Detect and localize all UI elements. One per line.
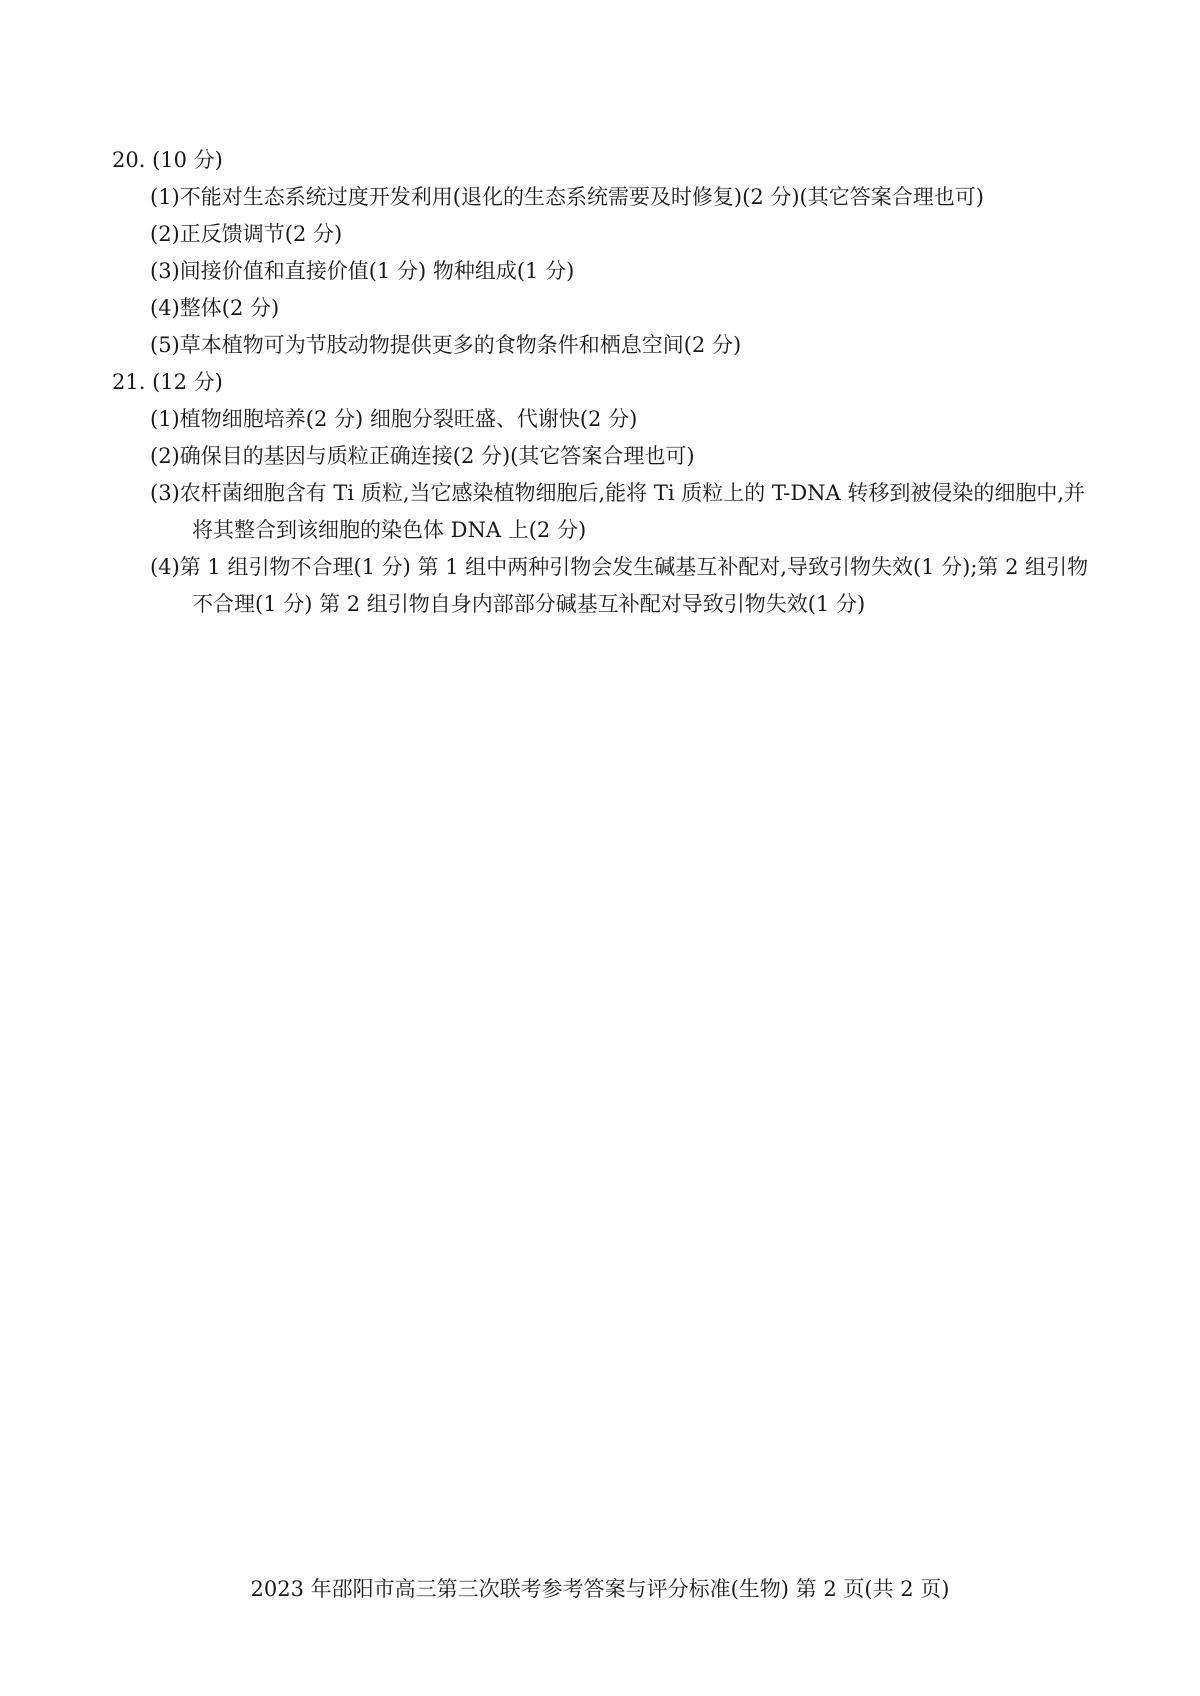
question-header: 21. (12 分)	[112, 370, 223, 394]
answer-content	[112, 142, 1102, 623]
answer-item: (2)确保目的基因与质粒正确连接(2 分)(其它答案合理也可)	[150, 444, 695, 468]
question-21	[112, 364, 1102, 623]
answer-item: (5)草本植物可为节肢动物提供更多的食物条件和栖息空间(2 分)	[150, 333, 742, 357]
answer-item: (3)农杆菌细胞含有 Ti 质粒,当它感染植物细胞后,能将 Ti 质粒上的 T-DNA 转移到被侵染的细胞中,并将其整合到该细胞的染色体 DNA 上(2 分)	[150, 481, 1086, 542]
answer-item: (4)第 1 组引物不合理(1 分) 第 1 组中两种引物会发生碱基互补配对,导致引物失效(1 分);第 2 组引物不合理(1 分) 第 2 组引物自身内部部分碱基互补配对导致引物失效(1 分)	[150, 555, 1089, 616]
answer-item: (1)不能对生态系统过度开发利用(退化的生态系统需要及时修复)(2 分)(其它答案合理也可)	[150, 185, 984, 209]
answer-item: (2)正反馈调节(2 分)	[150, 222, 343, 246]
answer-item: (1)植物细胞培养(2 分) 细胞分裂旺盛、代谢快(2 分)	[150, 407, 638, 431]
question-20	[112, 142, 1102, 364]
answer-item: (4)整体(2 分)	[150, 296, 280, 320]
answer-item: (3)间接价值和直接价值(1 分) 物种组成(1 分)	[150, 259, 575, 283]
question-header: 20. (10 分)	[112, 148, 223, 172]
page-footer: 2023 年邵阳市高三第三次联考参考答案与评分标准(生物) 第 2 页(共 2 页)	[250, 1577, 950, 1601]
